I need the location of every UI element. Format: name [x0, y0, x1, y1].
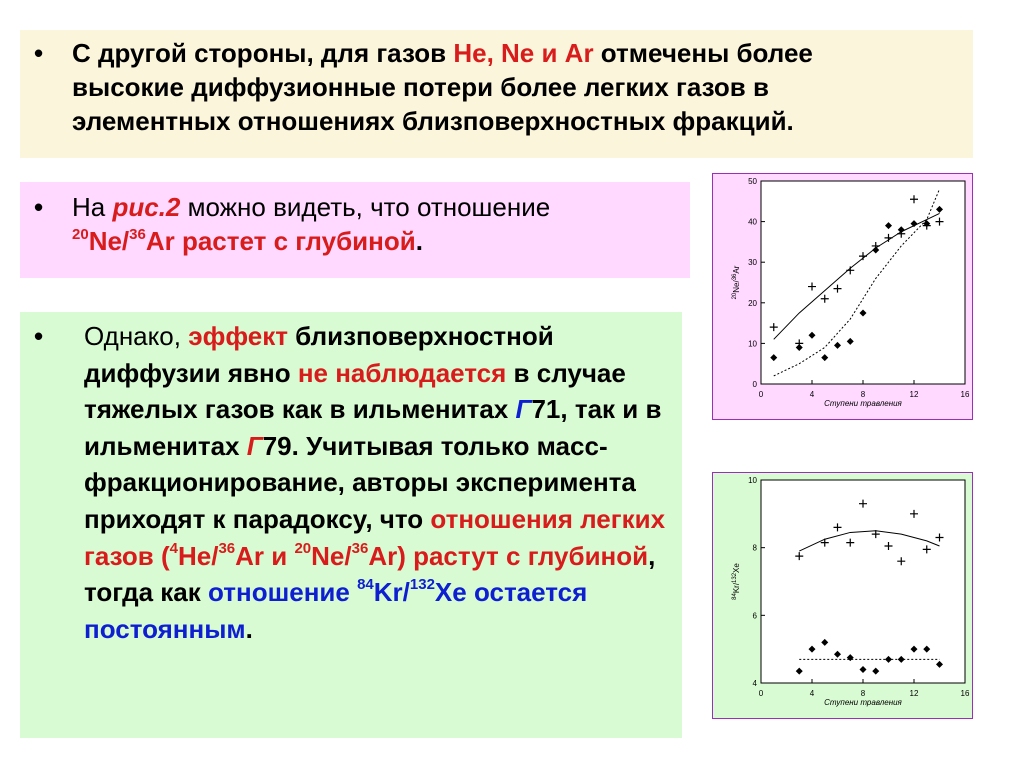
y-tick-label: 8 [752, 543, 757, 553]
x-tick-label: 8 [860, 689, 866, 698]
bullet-item [30, 190, 676, 258]
bullet-dot: • [34, 38, 44, 68]
bullet-item [30, 318, 668, 647]
y-axis-label-part: Ne/ [732, 280, 741, 293]
bullet-text: На рис.2 можно видеть, что отношение $^{20}$Ne/$^{36}$Ar растет с глубиной. [72, 192, 551, 256]
y-axis-label-part: 36 [732, 273, 738, 281]
y-tick-label: 30 [748, 258, 757, 268]
ne-ar-chart [712, 173, 973, 420]
ne-ar-chart-svg [713, 174, 972, 419]
y-tick-label: 40 [748, 217, 757, 227]
bottom-text-box [20, 312, 682, 738]
y-tick-label: 10 [748, 476, 757, 485]
y-tick-label: 10 [748, 339, 757, 349]
x-tick-label: 12 [909, 390, 919, 399]
y-tick-label: 0 [752, 380, 757, 389]
x-tick-label: 4 [809, 390, 815, 399]
bullet-text: Однако, эффект близповерхностной диффузии явно не наблюдается в случае тяжелых газов как в ильменитах Г71, так и в ильменитах Г79. Учитывая только масс-фракционирование, авторы эксперимента приходят к парадоксу, что отношения легких газов ($^4$He/$^{36}$Ar и $^{20}$Ne/$^{36}$Ar) растут с глубиной, тогда как отношение $^{84}$Kr/$^{132}$Xe остается постоянным. [84, 321, 666, 644]
plot-area [761, 181, 965, 384]
bullet-dot: • [34, 192, 44, 222]
y-axis-label-part: Kr/ [732, 582, 741, 594]
y-tick-label: 20 [748, 298, 757, 308]
x-tick-label: 16 [960, 390, 970, 399]
y-axis-label-part: 132 [732, 572, 738, 583]
y-axis-label-part: Xe [732, 563, 741, 573]
kr-xe-chart-svg [713, 473, 972, 718]
x-tick-label: 8 [860, 390, 866, 399]
top-text-box [20, 30, 973, 158]
y-tick-label: 4 [752, 679, 757, 688]
x-tick-label: 4 [809, 689, 815, 698]
x-tick-label: 0 [758, 390, 764, 399]
bullet-text: С другой стороны, для газов He, Ne и Ar отмечены более высокие диффузионные потери более легких газов в элементных отношениях близповерхностных фракций. [72, 38, 813, 136]
y-axis-label [732, 265, 741, 299]
x-axis-label: Ступени травления [824, 698, 902, 707]
y-axis-label [732, 563, 741, 600]
y-tick-label: 6 [752, 611, 757, 621]
kr-xe-chart [712, 472, 973, 719]
x-tick-label: 12 [909, 689, 919, 698]
x-tick-label: 0 [758, 689, 764, 698]
x-axis-label: Ступени травления [824, 399, 902, 408]
plot-area [761, 480, 965, 683]
bullet-dot: • [34, 321, 44, 351]
x-tick-label: 16 [960, 689, 970, 698]
bullet-item [30, 36, 959, 138]
y-axis-label-part: 20 [732, 292, 738, 300]
middle-text-box [20, 182, 690, 278]
y-axis-label-part: 84 [732, 593, 738, 600]
y-axis-label-part: Ar [732, 265, 741, 274]
y-tick-label: 50 [748, 177, 757, 186]
